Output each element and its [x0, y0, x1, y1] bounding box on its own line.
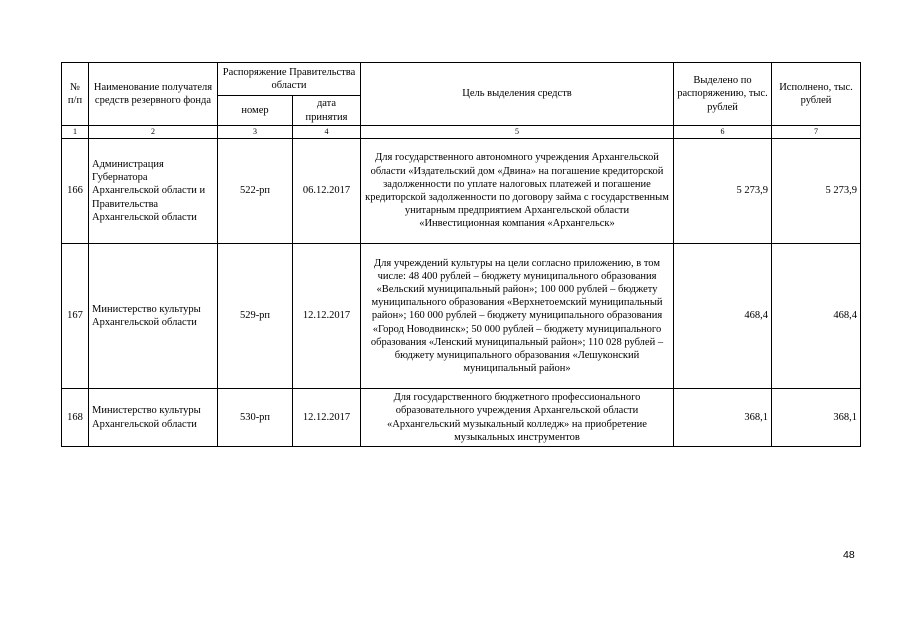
row-executed: 368,1 [772, 389, 861, 447]
header-allocated: Выделено по распоряжению, тыс. рублей [674, 63, 772, 126]
row-allocated: 368,1 [674, 389, 772, 447]
table-row [62, 389, 861, 447]
row-allocated: 5 273,9 [674, 139, 772, 244]
header-order-number: номер [218, 96, 293, 126]
row-executed: 5 273,9 [772, 139, 861, 244]
column-index: 4 [293, 126, 361, 139]
row-order-number: 530-рп [218, 389, 293, 447]
header-order-date: дата принятия [293, 96, 361, 126]
row-order-number: 522-рп [218, 139, 293, 244]
page-number: 48 [843, 549, 855, 561]
reserve-fund-table [61, 62, 861, 447]
header-row [62, 63, 861, 96]
row-num: 168 [62, 389, 89, 447]
column-index: 2 [89, 126, 218, 139]
row-executed: 468,4 [772, 244, 861, 389]
row-num: 167 [62, 244, 89, 389]
row-recipient: Администрация Губернатора Архангельской области и Правительства Архангельской области [89, 139, 218, 244]
table-row [62, 244, 861, 389]
column-index-row [62, 126, 861, 139]
header-order-group: Распоряжение Правительства области [218, 63, 361, 96]
row-recipient: Министерство культуры Архангельской области [89, 389, 218, 447]
header-num: № п/п [62, 63, 89, 126]
header-recipient: Наименование получателя средств резервного фонда [89, 63, 218, 126]
row-allocated: 468,4 [674, 244, 772, 389]
column-index: 7 [772, 126, 861, 139]
row-num: 166 [62, 139, 89, 244]
row-order-date: 06.12.2017 [293, 139, 361, 244]
column-index: 3 [218, 126, 293, 139]
row-order-number: 529-рп [218, 244, 293, 389]
column-index: 5 [361, 126, 674, 139]
row-order-date: 12.12.2017 [293, 244, 361, 389]
row-order-date: 12.12.2017 [293, 389, 361, 447]
column-index: 1 [62, 126, 89, 139]
header-executed: Исполнено, тыс. рублей [772, 63, 861, 126]
row-recipient: Министерство культуры Архангельской области [89, 244, 218, 389]
table-row [62, 139, 861, 244]
column-index: 6 [674, 126, 772, 139]
header-purpose: Цель выделения средств [361, 63, 674, 126]
row-purpose: Для государственного бюджетного профессионального образовательного учреждения Архангельской области «Архангельский музыкальный колледж» на приобретение музыкальных инструментов [361, 389, 674, 447]
row-purpose: Для государственного автономного учреждения Архангельской области «Издательский дом «Двина» на погашение кредиторской задолженности по уплате налоговых платежей и погашение кредиторской задолженности по договору займа с государственным унитарным предприятием Архангельской области «Инвестиционная компания «Архангельск» [361, 139, 674, 244]
row-purpose: Для учреждений культуры на цели согласно приложению, в том числе: 48 400 рублей – бюджету муниципального образования «Вельский муниципальный район»; 100 000 рублей – бюджету муниципального образования «Верхнетоемский муниципальный район»; 160 000 рублей – бюджету муниципального образования «Город Новодвинск»; 50 000 рублей – бюджету муниципального образования «Ленский муниципальный район»; 110 028 рублей – бюджету муниципального образования «Лешуконский муниципальный район» [361, 244, 674, 389]
